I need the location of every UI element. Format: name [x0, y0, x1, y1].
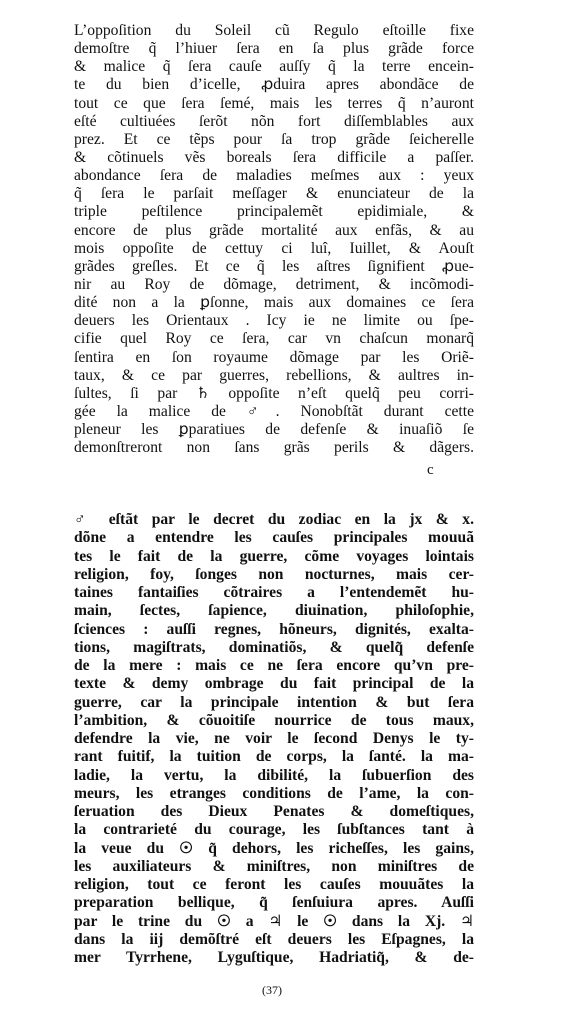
text-line: meurs, les etranges conditions de l’ame, la con-	[74, 784, 474, 802]
text-line: te du bien d’icelle, ꝓduira apres abondãce de	[74, 76, 474, 94]
text-line: q̃ ſera le parſait meſſager & enunciateur de la	[74, 185, 474, 203]
text-line: dité non a la ꝑſonne, mais aux domaines ce ſera	[74, 294, 474, 312]
text-line: defendre la vie, ne voir le ſecond Denys le ty-	[74, 730, 474, 747]
page-number: (37)	[262, 983, 282, 997]
text-line: ♂ eſtãt par le decret du zodiac en la jx & x.	[74, 511, 474, 528]
text-line: dans la iij demõſtré eſt deuers les Eſpagnes, la	[74, 930, 474, 948]
text-line: encore de plus grãde mortalité aux enfãs, & au	[74, 221, 474, 239]
text-line: ſciences : auſſi regnes, hõneurs, dignités, exalta-	[74, 620, 474, 638]
text-line: texte & demy ombrage du fait principal de la	[74, 675, 474, 693]
text-line: la contrarieté du courage, les ſubſtances tant à	[74, 821, 474, 839]
bottom-paragraph	[74, 511, 474, 967]
text-line: grãdes greſles. Et ce q̃ les aſtres ſignifient ꝓue-	[74, 257, 474, 275]
text-line: pleneur les ꝑparatiues de defenſe & inuaſiõ ſe	[74, 421, 474, 439]
text-line: deuers les Orientaux . Icy ie ne limite ou ſpe-	[74, 312, 474, 330]
text-line: nir au Roy de dõmage, detriment, & incõmodi-	[74, 275, 474, 293]
text-line: & malice q̃ ſera cauſe auſſy q̃ la terre encein-	[74, 58, 474, 76]
text-line: eſté cultiuées ſerõt nõn fort diſſemblables aux	[74, 112, 474, 130]
text-line: la veue du ☉ q̃ dehors, les richeſſes, les gains,	[74, 839, 474, 857]
text-line: mer Tyrrhene, Lyguſtique, Hadriatiq̃, & de-	[74, 949, 474, 966]
text-line: guerre, car la principale intention & but ſera	[74, 693, 474, 711]
top-paragraph	[74, 22, 474, 457]
text-line: ladie, la vertu, la dibilité, la ſubuerſion des	[74, 766, 474, 784]
text-line: triple peſtilence principalemẽt epidimiale, &	[74, 203, 474, 221]
signature-mark: c	[427, 462, 434, 478]
text-line: gée la malice de ♂. Nonobſtãt durant cette	[74, 402, 474, 420]
text-line: rant fuitif, la tuition de corps, la ſanté. la ma-	[74, 748, 474, 766]
text-line: abondance ſera de maladies meſmes aux : yeux	[74, 167, 474, 185]
text-line: mois oppoſite de cettuy ci luî, Iuillet, & Aouſt	[74, 239, 474, 257]
text-line: demonſtreront non ſans grãs perils & dãgers.	[74, 439, 474, 457]
text-line: cifie quel Roy ce ſera, car vn chaſcun monarq̃	[74, 330, 474, 348]
text-line: ſultes, ſi par ♄ oppoſite n’eſt quelq̃ peu corri-	[74, 384, 474, 402]
text-line: preparation bellique, q̃ ſenſuiura apres. Auſſi	[74, 894, 474, 912]
text-line: les auxiliateurs & miniſtres, non miniſtres de	[74, 857, 474, 875]
text-line: tout ce que ſera ſemé, mais les terres q̃ n’auront	[74, 94, 474, 112]
text-line: tes le fait de la guerre, cõme voyages lointais	[74, 547, 474, 565]
text-line: par le trine du ☉ a ♃ le ☉ dans la Xj. ♃	[74, 912, 474, 930]
text-line: ſentira en ſon royaume dõmage par les Oriẽ-	[74, 348, 474, 366]
text-line: de la mere : mais ce ne ſera encore qu’vn pre-	[74, 657, 474, 674]
text-line: & cõtinuels vẽs boreals ſera difficile a paſſer.	[74, 148, 474, 166]
text-line: dõne a entendre les cauſes principales mouuã	[74, 529, 474, 547]
text-line: ſeruation des Dieux Penates & domeſtiques,	[74, 803, 474, 820]
text-line: taines fantaiſies cõtraires a l’entendemẽt hu-	[74, 584, 474, 601]
text-line: taux, & ce par guerres, rebellions, & aultres in-	[74, 366, 474, 384]
text-line: religion, tout ce feront les cauſes mouuãtes la	[74, 876, 474, 893]
text-line: main, ſectes, ſapience, diuination, philoſophie,	[74, 602, 474, 620]
text-line: tions, magiſtrats, dominatiõs, & quelq̃ defenſe	[74, 638, 474, 656]
text-line: demoſtre q̃ l’hiuer ſera en ſa plus grãde force	[74, 40, 474, 58]
text-line: l’ambition, & cõuoitiſe nourrice de tous maux,	[74, 711, 474, 729]
text-line: prez. Et ce tẽps pour ſa trop grãde ſeicherelle	[74, 130, 474, 148]
text-line: L’oppoſition du Soleil cũ Regulo eſtoille fixe	[74, 22, 474, 39]
text-line: religion, foy, ſonges non nocturnes, mais cer-	[74, 565, 474, 583]
